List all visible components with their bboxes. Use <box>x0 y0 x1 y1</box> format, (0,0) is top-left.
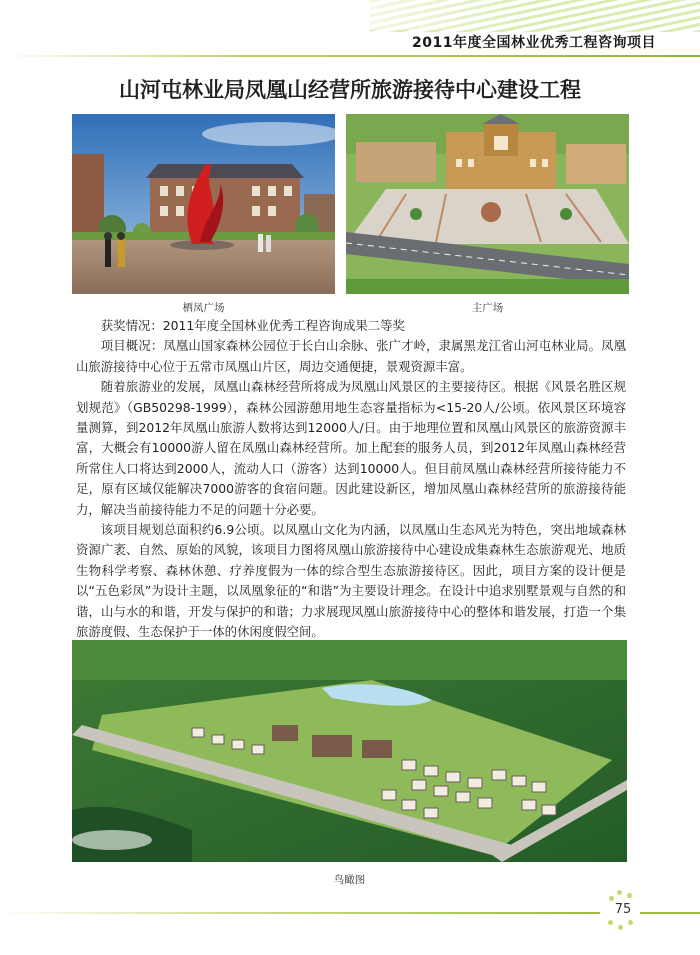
award-paragraph: 获奖情况：2011年度全国林业优秀工程咨询成果二等奖 <box>100 318 405 333</box>
background-paragraph: 随着旅游业的发展，凤凰山森林经营所将成为凤凰山风景区的主要接待区。根据《风景名胜区规划规范》（GB50298-1999），森林公园游憩用地生态容量指标为<15-20人/公顷。依风景区环境容量测算，到2012年凤凰山旅游人数将达到12000人/日。由于地理位置和凤凰山风景区的旅游资源丰富，大概会有10000游人留在凤凰山森林经营所。加上配套的服务人员，到2012年凤凰山森林经营所常住人口将达到2000人，流动人口（游客）达到10000人。但目前凤凰山森林经营所接待能力不足，原有区域仅能解决7000游客的食宿问题。因此建设新区，增加凤凰山森林经营所的旅游接待能力，解决当前接待能力不足的问题十分必要。 <box>76 379 626 517</box>
overview-paragraph: 项目概况：凤凰山国家森林公园位于长白山余脉、张广才岭，隶属黑龙江省山河屯林业局。凤凰山旅游接待中心位于五常市凤凰山片区，周边交通便捷，景观资源丰富。 <box>76 338 626 374</box>
photo-caption: 鸟瞰图 <box>333 874 366 886</box>
page-title: 山河屯林业局凤凰山经营所旅游接待中心建设工程 <box>119 77 581 102</box>
footer-rule <box>640 912 700 914</box>
main-square-rendering <box>346 114 629 294</box>
header-rule <box>0 55 700 57</box>
header-fade <box>280 0 700 30</box>
photo-caption: 主广场 <box>471 302 504 314</box>
footer-dot <box>628 920 633 925</box>
footer-dot <box>627 893 632 898</box>
page-number: 75 <box>614 902 632 917</box>
series-title: 2011年度全国林业优秀工程咨询项目 <box>412 35 656 51</box>
aerial-view-rendering <box>72 640 627 862</box>
footer-dot <box>618 925 623 930</box>
footer-dot <box>608 920 613 925</box>
footer-dot <box>609 896 614 901</box>
design-paragraph: 该项目规划总面积约6.9公顷。以凤凰山文化为内涵，以凤凰山生态风光为特色，突出地域森林资源广袤、自然、原始的风貌，该项目力图将凤凰山旅游接待中心建设成集森林生态旅游观光、地质生物科学考察、森林休憩、疗养度假为一体的综合型生态旅游接待区。因此，项目方案的设计便是以“五色彩凤”为设计主题，以凤凰象征的“和谐”为主要设计理念。在设计中追求别墅景观与自然的和谐，山与水的和谐，开发与保护的和谐；力求展现凤凰山旅游接待中心的整体和谐发展，打造一个集旅游度假、生态保护于一体的休闲度假空间。 <box>76 522 626 640</box>
photo-caption: 栖凤广场 <box>182 302 225 314</box>
footer-dot <box>617 890 622 895</box>
footer-rule <box>0 912 600 914</box>
phoenix-plaza-photo <box>72 114 335 294</box>
article-body <box>76 316 626 643</box>
